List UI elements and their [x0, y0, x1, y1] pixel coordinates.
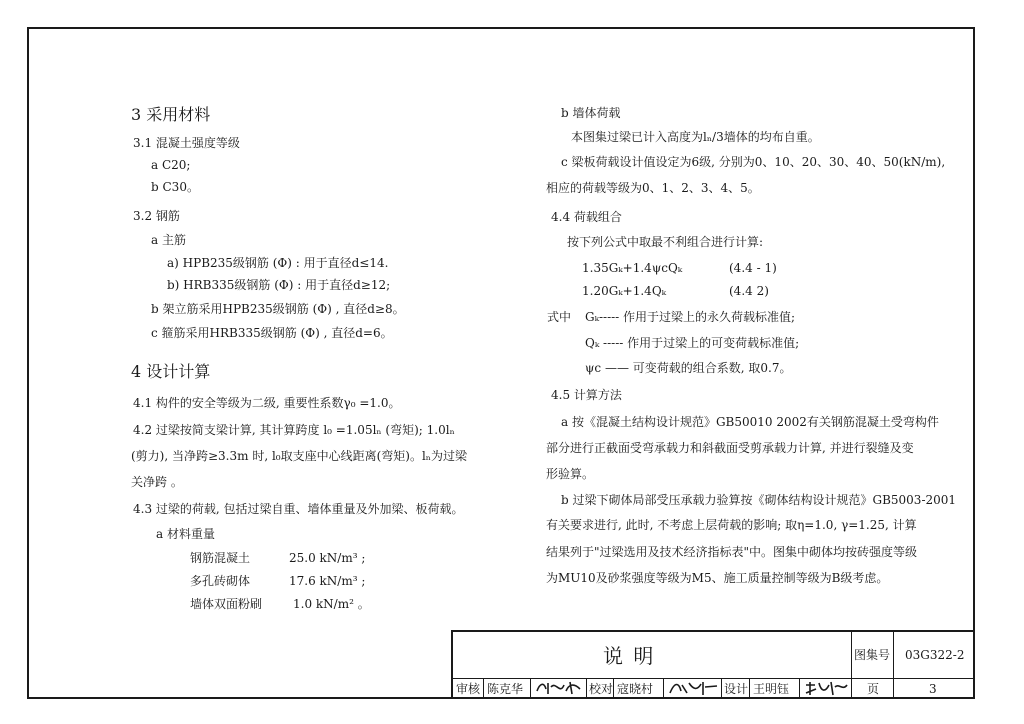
- item-b-text: 本图集过梁已计入高度为lₙ/3墙体的均布自重。: [571, 130, 820, 144]
- weight-value-2: 17.6 kN/m³ ;: [289, 574, 366, 588]
- divider: [799, 678, 800, 699]
- designer-signature: [803, 679, 849, 697]
- symbol-gk: Gₖ----- 作用于过梁上的永久荷载标准值;: [585, 310, 796, 324]
- item-c-line1: c 梁板荷载设计值设定为6级, 分别为0、10、20、30、40、50(kN/m),: [561, 155, 946, 169]
- item-4-5-b-line4: 为MU10及砂浆强度等级为M5、施工质量控制等级为B级考虑。: [546, 571, 889, 585]
- designer-name: 王明钰: [753, 682, 790, 696]
- item-3-1-a: a C20;: [151, 158, 191, 172]
- item-4-5-a-line2: 部分进行正截面受弯承载力和斜截面受剪承载力计算, 并进行裂缝及变: [546, 441, 914, 455]
- item-3-1: 3.1 混凝土强度等级: [133, 136, 240, 150]
- divider: [483, 678, 484, 699]
- item-4-4: 4.4 荷载组合: [551, 210, 622, 224]
- item-4-5-a-line1: a 按《混凝土结构设计规范》GB50010 2002有关钢筋混凝土受弯构件: [561, 415, 939, 429]
- formula-2-number: (4.4 2): [729, 284, 769, 298]
- divider: [749, 678, 750, 699]
- item-4-1: 4.1 构件的安全等级为二级, 重要性系数γ₀ =1.0。: [133, 396, 401, 410]
- item-4-5: 4.5 计算方法: [551, 388, 622, 402]
- item-b-title: b 墙体荷载: [561, 106, 621, 120]
- section-3-title: 3 采用材料: [131, 105, 211, 124]
- page-label: 页: [867, 682, 880, 696]
- divider: [613, 678, 614, 699]
- item-4-5-b-line1: b 过梁下砌体局部受压承载力验算按《砌体结构设计规范》GB5003-2001: [561, 493, 957, 507]
- item-4-5-b-line3: 结果列于"过梁选用及技术经济指标表"中。图集中砌体均按砖强度等级: [546, 545, 918, 559]
- checker-label: 校对: [589, 682, 614, 696]
- divider: [721, 678, 722, 699]
- symbol-qk: Qₖ ----- 作用于过梁上的可变荷载标准值;: [585, 336, 800, 350]
- divider: [893, 678, 894, 699]
- page-number: 3: [929, 682, 937, 696]
- item-4-5-a-line3: 形验算。: [546, 467, 595, 481]
- checker-name: 寇晓村: [617, 682, 654, 696]
- item-3-2-a: a 主筋: [151, 233, 186, 247]
- where-label: 式中: [547, 310, 572, 324]
- item-3-2-a1: a) HPB235级钢筋 (Φ) : 用于直径d≤14.: [167, 256, 389, 270]
- divider: [893, 632, 894, 678]
- atlas-number-label: 图集号: [854, 648, 891, 662]
- weight-value-1: 25.0 kN/m³ ;: [289, 551, 366, 565]
- item-4-4-text: 按下列公式中取最不利组合进行计算:: [567, 235, 764, 249]
- divider: [530, 678, 531, 699]
- formula-2: 1.20Gₖ+1.4Qₖ: [582, 284, 667, 298]
- item-c-line2: 相应的荷载等级为0、1、2、3、4、5。: [546, 181, 760, 195]
- item-4-3-a: a 材料重量: [156, 527, 215, 541]
- formula-1: 1.35Gₖ+1.4ψcQₖ: [582, 261, 683, 275]
- title-block: [451, 630, 975, 699]
- item-4-2-line3: 关净跨 。: [131, 475, 183, 489]
- reviewer-label: 审核: [456, 682, 481, 696]
- reviewer-name: 陈克华: [487, 682, 524, 696]
- item-3-2-b: b 架立筋采用HPB235级钢筋 (Φ) , 直径d≥8。: [151, 302, 405, 316]
- item-3-2: 3.2 钢筋: [133, 209, 180, 223]
- divider: [586, 678, 587, 699]
- divider: [851, 678, 852, 699]
- formula-1-number: (4.4 - 1): [729, 261, 777, 275]
- title-block-row-bottom: [453, 678, 973, 699]
- divider: [663, 678, 664, 699]
- document-title: 说 明: [603, 644, 656, 668]
- weight-name-2: 多孔砖砌体: [190, 574, 251, 588]
- item-3-2-c: c 箍筋采用HRB335级钢筋 (Φ) , 直径d=6。: [151, 326, 393, 340]
- title-block-row-top: [453, 632, 973, 679]
- designer-label: 设计: [724, 682, 749, 696]
- atlas-number: 03G322-2: [905, 648, 965, 662]
- item-4-2-line1: 4.2 过梁按简支梁计算, 其计算跨度 l₀ =1.05lₙ (弯矩); 1.0lₙ: [133, 423, 455, 437]
- section-4-title: 4 设计计算: [131, 362, 211, 381]
- item-4-5-b-line2: 有关要求进行, 此时, 不考虑上层荷载的影响; 取η=1.0, γ=1.25, 计算: [546, 518, 917, 532]
- item-4-3: 4.3 过梁的荷载, 包括过梁自重、墙体重量及外加梁、板荷载。: [133, 502, 464, 516]
- symbol-psi: ψc —— 可变荷载的组合系数, 取0.7。: [585, 361, 792, 375]
- divider: [851, 632, 852, 678]
- weight-value-3: 1.0 kN/m² 。: [293, 597, 370, 611]
- weight-name-3: 墙体双面粉刷: [190, 597, 263, 611]
- item-3-2-a2: b) HRB335级钢筋 (Φ) : 用于直径d≥12;: [167, 278, 391, 292]
- item-4-2-line2: (剪力), 当净跨≥3.3m 时, l₀取支座中心线距离(弯矩)。lₙ为过梁: [131, 449, 467, 463]
- weight-name-1: 钢筋混凝土: [190, 551, 251, 565]
- checker-signature: [667, 679, 719, 697]
- reviewer-signature: [534, 679, 584, 697]
- item-3-1-b: b C30。: [151, 180, 199, 194]
